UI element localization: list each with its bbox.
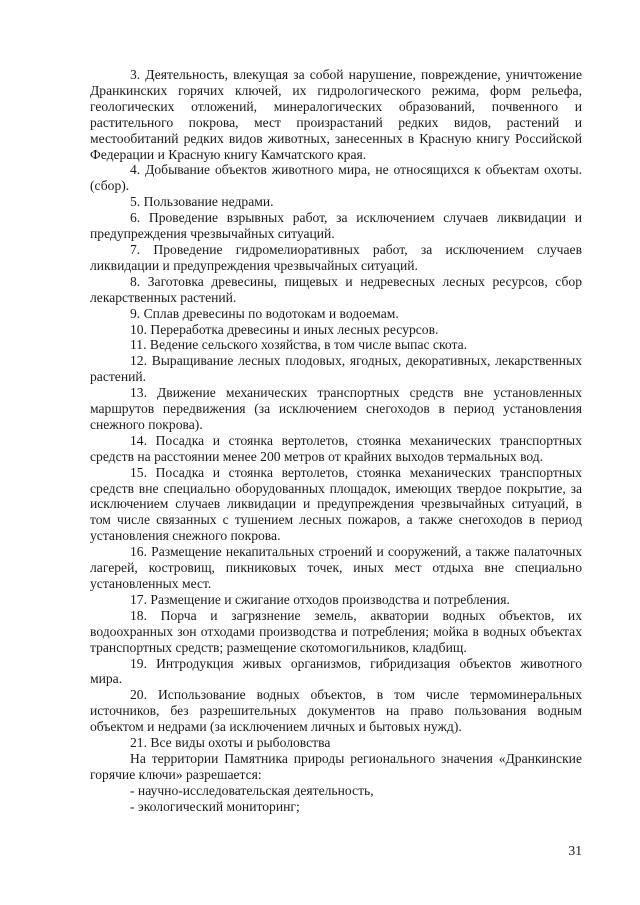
paragraph-21: 21. Все виды охоты и рыболовства <box>130 735 331 751</box>
permitted-intro: На территории Памятника природы регионального значения «Дранкинские горячие ключи» разрешается: <box>90 750 582 782</box>
paragraph-17: 17. Размещение и сжигание отходов производства и потребления. <box>130 591 510 607</box>
paragraph-11: 11. Ведение сельского хозяйства, в том числе выпас скота. <box>130 337 468 353</box>
paragraph-19: 19. Интродукция живых организмов, гибридизация объектов животного мира. <box>90 655 582 687</box>
paragraph-7: 7. Проведение гидромелиоративных работ, за исключением случаев ликвидации и предупреждения чрезвычайных ситуаций. <box>90 241 582 273</box>
paragraph-5: 5. Пользование недрами. <box>130 194 274 210</box>
permitted-item: - экологический мониторинг; <box>130 798 300 814</box>
paragraph-9: 9. Сплав древесины по водотокам и водоемам. <box>130 305 399 321</box>
paragraph-16: 16. Размещение некапитальных строений и сооружений, а также палаточных лагерей, костровищ, пикниковых точек, иных мест отдыха вне специально установленных мест. <box>90 544 582 591</box>
page-number: 31 <box>568 843 582 858</box>
paragraph-18: 18. Порча и загрязнение земель, акватории водных объектов, их водоохранных зон отходами производства и потребления; мойка в водных объектах транспортных средств; размещение скотомогильников, кладбищ. <box>90 607 582 655</box>
document-body <box>90 67 582 815</box>
paragraph-14: 14. Посадка и стоянка вертолетов, стоянка механических транспортных средств на расстоянии менее 200 метров от крайних выходов термальных вод. <box>90 432 582 464</box>
paragraph-10: 10. Переработка древесины и иных лесных ресурсов. <box>130 321 439 337</box>
paragraph-15: 15. Посадка и стоянка вертолетов, стоянка механических транспортных средств вне специально оборудованных площадок, имеющих твердое покрытие, за исключением случаев ликвидации и предупреждения чрезвычайных ситуаций, в том числе связанных с тушением лесных пожаров, а также снегоходов в период установления снежного покрова. <box>90 464 582 544</box>
paragraph-4: 4. Добывание объектов животного мира, не относящихся к объектам охоты. (сбор). <box>90 162 582 194</box>
paragraph-6: 6. Проведение взрывных работ, за исключением случаев ликвидации и предупреждения чрезвычайных ситуаций. <box>90 210 582 242</box>
paragraph-8: 8. Заготовка древесины, пищевых и недревесных лесных ресурсов, сбор лекарственных растений. <box>90 273 582 305</box>
permitted-item: - научно-исследовательская деятельность, <box>130 782 374 798</box>
paragraph-20: 20. Использование водных объектов, в том числе термоминеральных источников, без разрешительных документов на право пользования водным объектом и недрами (за исключением личных и бытовых нужд). <box>90 687 582 735</box>
paragraph-13: 13. Движение механических транспортных средств вне установленных маршрутов передвижения (за исключением снегоходов в период установления снежного покрова). <box>90 385 582 432</box>
paragraph-3: 3. Деятельность, влекущая за собой нарушение, повреждение, уничтожение Дранкинских горячих ключей, их гидрологического режима, форм рельефа, геологических отложений, минералогических образований, почвенного и растительного покрова, мест произрастаний редких видов, растений и местообитаний редких видов животных, занесенных в Красную книгу Российской Федерации и Красную книгу Камчатского края. <box>90 67 582 162</box>
paragraph-12: 12. Выращивание лесных плодовых, ягодных, декоративных, лекарственных растений. <box>90 353 582 385</box>
